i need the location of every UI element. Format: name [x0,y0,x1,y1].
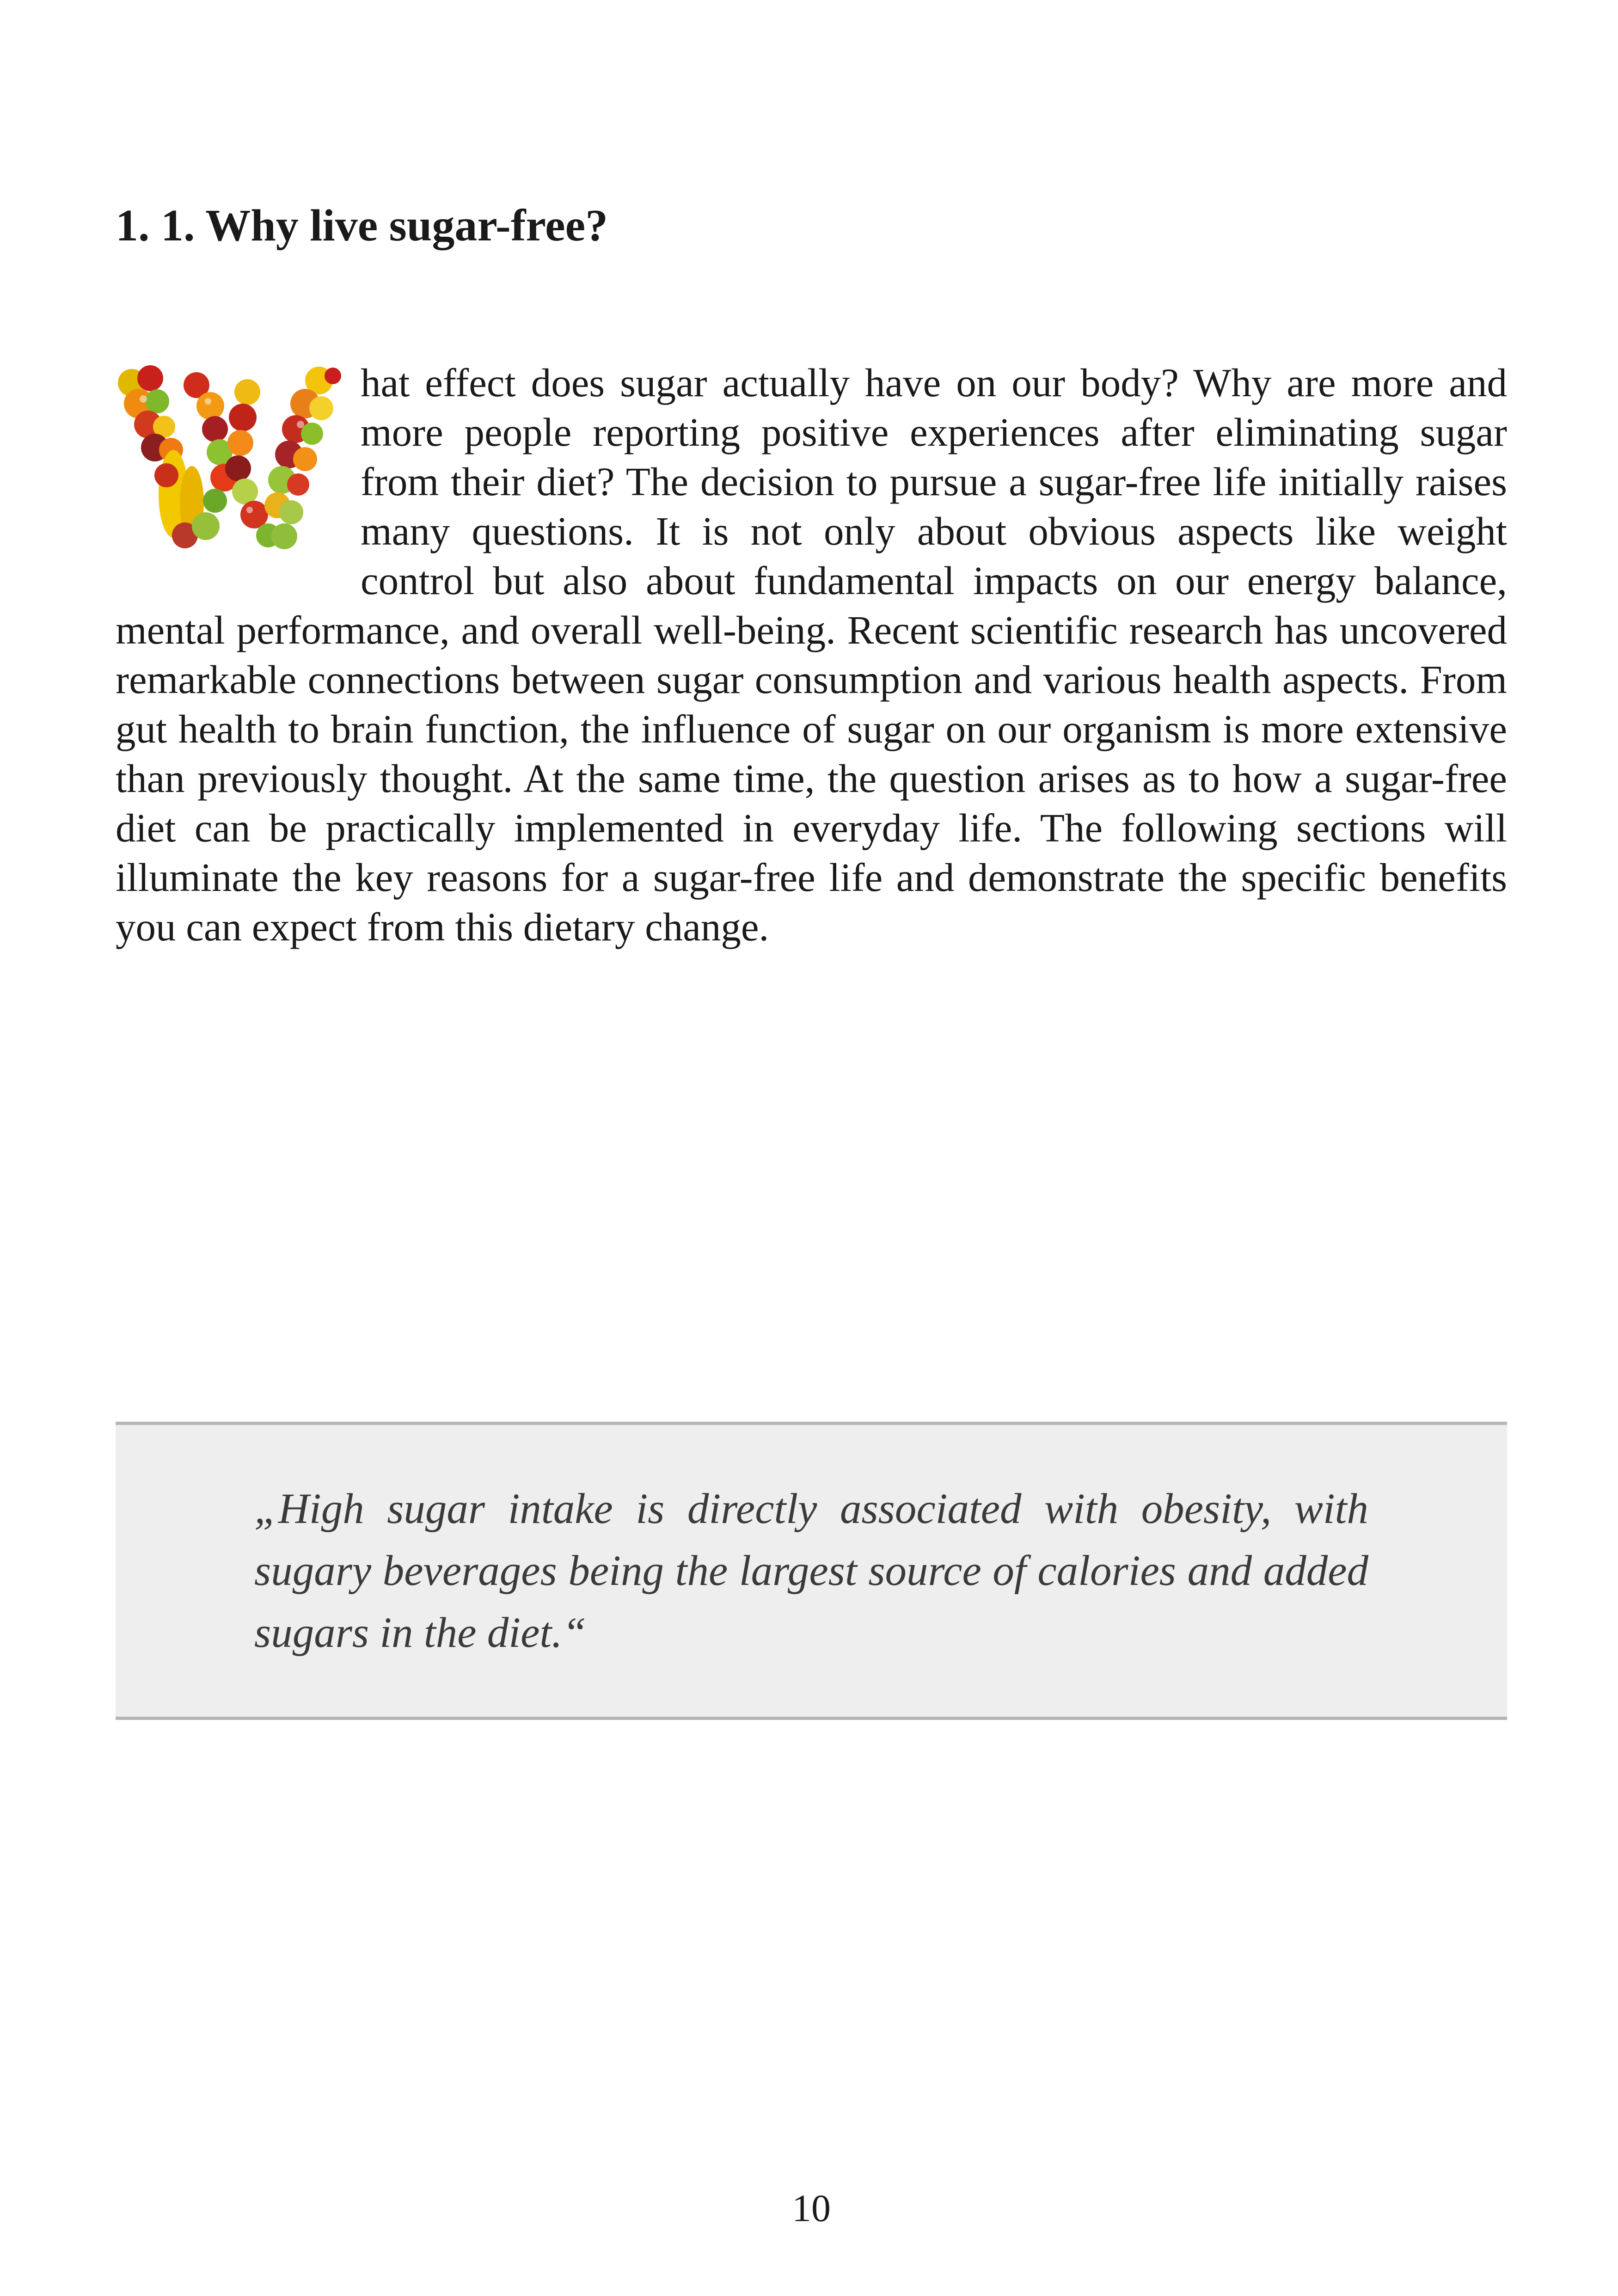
page [116,0,1507,2296]
body-text: hat effect does sugar actually have on our body? Why are more and more people reporting positive experiences after eliminating sugar from their diet? The decision to pursue a sugar-free life initially raises many questions. It is not only about obvious aspects like weight control but also about fundamental impacts on our energy balance, mental performance, and overall well-being. Recent scientific research has uncovered remarkable connections between sugar consumption and various health aspects. From gut health to brain function, the influence of sugar on our organism is more extensive than previously thought. At the same time, the question arises as to how a sugar-free diet can be practically implemented in everyday life. The following sections will illuminate the key reasons for a sugar-free life and demonstrate the specific benefits you can expect from this dietary change. [116,360,1507,949]
fruit-letter-w-icon [116,364,347,559]
page-number: 10 [792,2187,831,2230]
section-heading: 1. 1. Why live sugar-free? [116,201,608,251]
body-paragraph [116,358,1507,952]
quote-text: „High sugar intake is directly associated with obesity, with sugary beverages being the largest source of calories and added sugars in the diet.“ [254,1485,1368,1657]
quote-box [116,1422,1507,1720]
